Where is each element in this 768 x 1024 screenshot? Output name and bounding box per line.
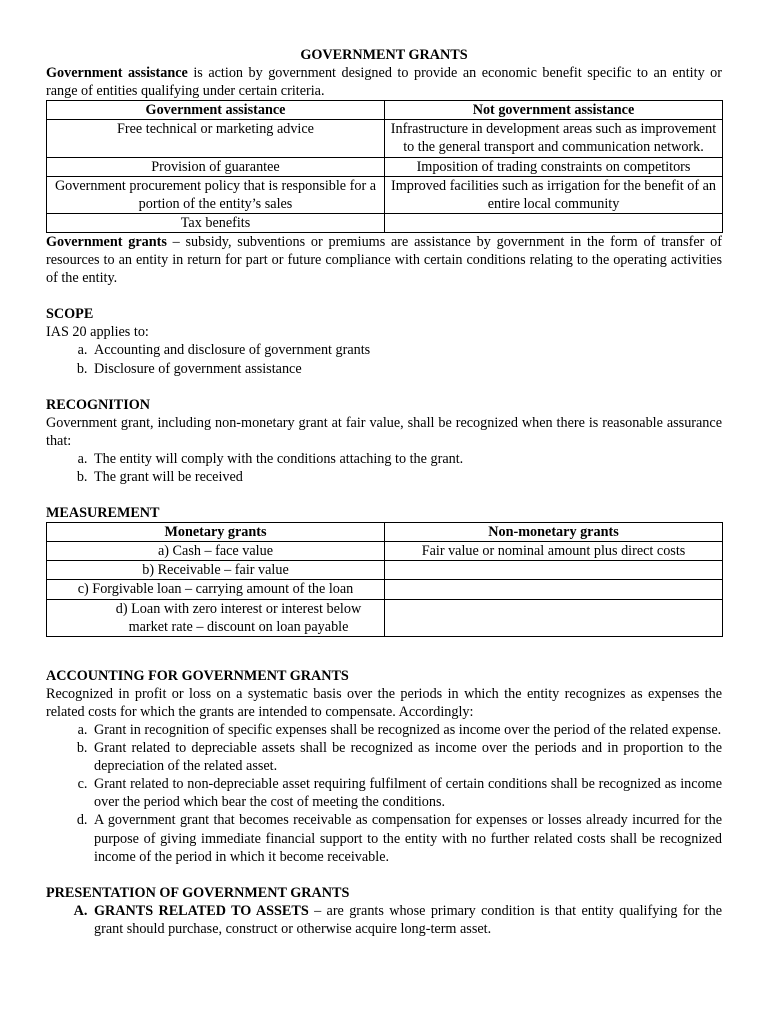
table-header-cell: Not government assistance <box>385 101 723 120</box>
measurement-heading: MEASUREMENT <box>46 505 160 522</box>
accounting-heading: ACCOUNTING FOR GOVERNMENT GRANTS <box>46 667 349 684</box>
spacer <box>46 637 722 667</box>
table-cell <box>385 580 723 599</box>
table-row <box>47 580 723 599</box>
presentation-item-text: – are grants whose primary condition is that entity qualifying for the grant should purchase, construct or otherwise acquire long-term asset. <box>94 902 722 937</box>
recognition-heading: RECOGNITION <box>46 396 151 413</box>
table-row <box>47 120 723 157</box>
assistance-definition <box>46 64 722 100</box>
grants-definition-text: – subsidy, subventions or premiums are assistance by government in the form of transfer of resources to an entity in return for part or future compliance with certain conditions relating to the operating activities of the entity. <box>46 233 722 287</box>
scope-heading: SCOPE <box>46 306 94 323</box>
table-cell <box>385 561 723 580</box>
list-item: a. Grant in recognition of specific expenses shall be recognized as income over the period of the related expense. <box>91 721 722 739</box>
scope-intro: IAS 20 applies to: <box>46 324 149 341</box>
accounting-list <box>46 721 722 866</box>
table-header-cell: Government assistance <box>47 101 385 120</box>
table-cell: Improved facilities such as irrigation for the benefit of an entire local community <box>385 176 723 213</box>
table-cell: a) Cash – face value <box>47 542 385 561</box>
table-row <box>47 599 723 636</box>
recognition-list <box>46 450 722 486</box>
list-item: b. Grant related to depreciable assets shall be recognized as income over the periods and in proportion to the depreciation of the related asset. <box>91 739 722 775</box>
list-item <box>91 902 722 938</box>
assistance-term: Government assistance <box>46 65 188 82</box>
accounting-intro: Recognized in profit or loss on a systematic basis over the periods in which the entity recognizes as expenses the related costs for which the grants are intended to compensate. Accordingly: <box>46 685 722 720</box>
measurement-table <box>46 522 723 637</box>
table-cell: Infrastructure in development areas such as improvement to the general transport and communication network. <box>385 120 723 157</box>
table-header-cell: Non-monetary grants <box>385 523 723 542</box>
list-item: c. Grant related to non-depreciable asset requiring fulfilment of certain conditions shall be recognized as income over the period which bear the cost of meeting the conditions. <box>91 775 722 811</box>
table-cell: Government procurement policy that is responsible for a portion of the entity’s sales <box>47 176 385 213</box>
table-header-cell: Monetary grants <box>47 523 385 542</box>
table-cell: Fair value or nominal amount plus direct costs <box>385 542 723 561</box>
table-cell: Imposition of trading constraints on competitors <box>385 157 723 176</box>
recognition-intro: Government grant, including non-monetary grant at fair value, shall be recognized when there is reasonable assurance that: <box>46 414 722 449</box>
table-row <box>47 561 723 580</box>
table-cell: Free technical or marketing advice <box>47 120 385 157</box>
list-item: b. Disclosure of government assistance <box>91 360 722 378</box>
list-item: d. A government grant that becomes receivable as compensation for expenses or losses already incurred for the purpose of giving immediate financial support to the entity with no further related costs shall be recognized income of the period in which it become receivable. <box>91 811 722 865</box>
table-cell: Provision of guarantee <box>47 157 385 176</box>
table-row <box>47 157 723 176</box>
assistance-table <box>46 100 723 233</box>
list-item: a. The entity will comply with the conditions attaching to the grant. <box>91 450 722 468</box>
list-item: a. Accounting and disclosure of government grants <box>91 341 722 359</box>
table-row <box>47 213 723 232</box>
assistance-definition-text: is action by government designed to provide an economic benefit specific to an entity or range of entities qualifying under certain criteria. <box>46 65 722 100</box>
grants-term: Government grants <box>46 233 167 250</box>
table-cell: b) Receivable – fair value <box>47 561 385 580</box>
table-cell <box>385 213 723 232</box>
document-title: GOVERNMENT GRANTS <box>300 47 468 63</box>
table-cell <box>385 599 723 636</box>
table-row <box>47 176 723 213</box>
table-cell: Tax benefits <box>47 213 385 232</box>
grants-definition <box>46 233 722 287</box>
table-header-row <box>47 101 723 120</box>
presentation-list <box>46 902 722 938</box>
list-item: b. The grant will be received <box>91 468 722 486</box>
table-cell: c) Forgivable loan – carrying amount of the loan <box>47 580 385 599</box>
presentation-heading: PRESENTATION OF GOVERNMENT GRANTS <box>46 884 350 901</box>
presentation-item-term: GRANTS RELATED TO ASSETS <box>94 902 309 919</box>
table-cell: d) Loan with zero interest or interest below market rate – discount on loan payable <box>47 599 385 636</box>
table-row <box>47 542 723 561</box>
scope-list <box>46 341 722 377</box>
table-header-row <box>47 523 723 542</box>
